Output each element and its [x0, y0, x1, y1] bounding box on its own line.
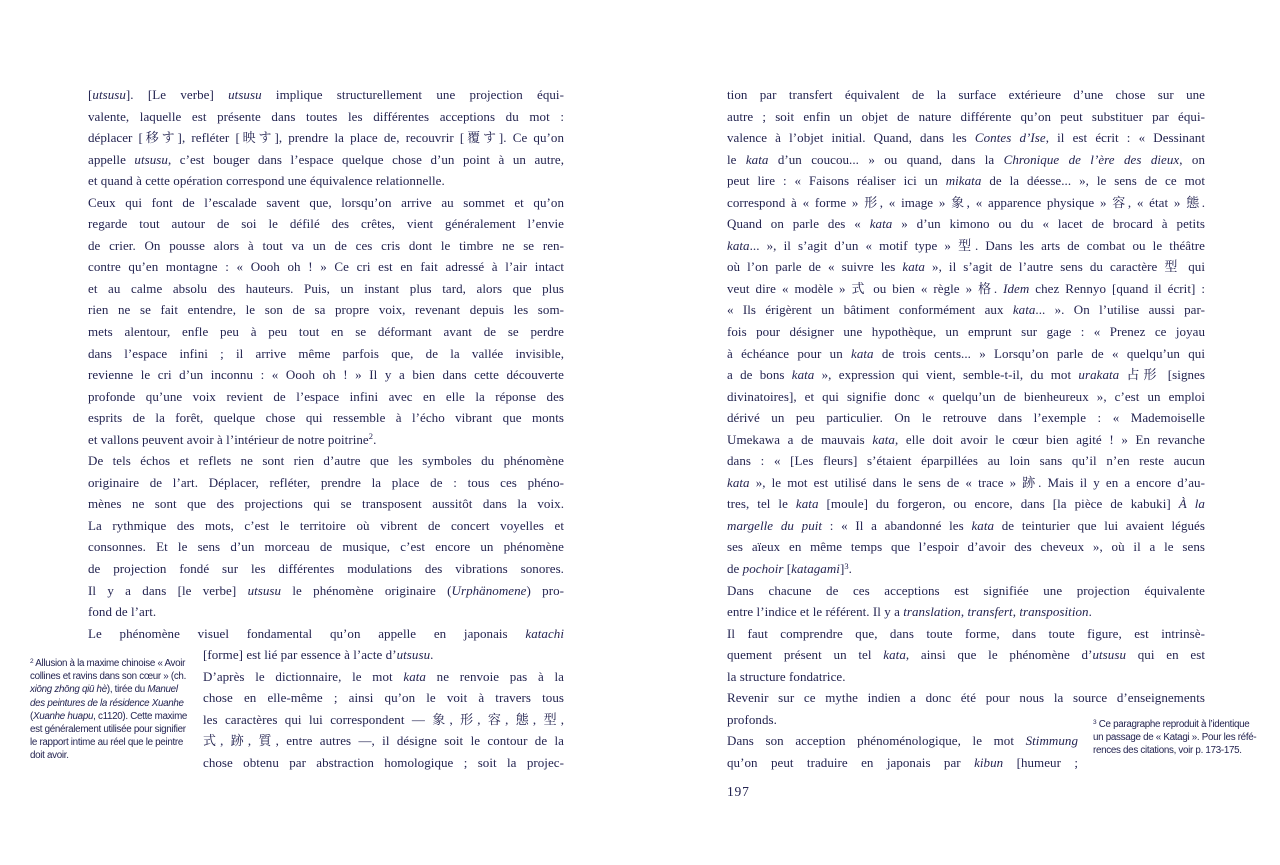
text-line: Quand on parle des « kata » d’un kimono ou du « lacet de brocard à petits: [727, 216, 1205, 232]
text-line: De tels échos et reflets ne sont rien d’autre que les symboles du phénomène: [88, 453, 564, 469]
text-line: profonde qu’une voix revient de l’espace infini avec en elle la réponse des: [88, 388, 564, 404]
text-line: peut lire : « Faisons réaliser ici un mikata de la déesse... », le sens de ce mot: [727, 173, 1205, 189]
text-line: est généralement utilisée pour signifier: [30, 723, 186, 735]
text-line: valence à l’objet initial. Quand, dans les Contes d’Ise, il est écrit : « Dessinant: [727, 130, 1205, 146]
text-line: D’après le dictionnaire, le mot kata ne renvoie pas à la: [203, 668, 564, 684]
text-line: un passage de « Katagi ». Pour les réfé-: [1093, 732, 1257, 744]
text-line: regarde tout autour de soi le défilé des crêtes, vient généralement l’envie: [88, 216, 564, 232]
text-line: contre qu’en montagne : « Oooh oh ! » Ce cri est en fait adressé à l’air intact: [88, 259, 564, 275]
text-line: mets alentour, enfle peu à peu tout en se déformant avant de se perdre: [88, 324, 564, 340]
text-line: kata... », il s’agit d’un « motif type » 型. Dans les arts de combat ou le théâtre: [727, 237, 1205, 253]
text-line: collines et ravins dans son cœur » (ch.: [30, 671, 187, 683]
text-line: tion par transfert équivalent de la surface extérieure d’une chose sur une: [727, 87, 1205, 102]
text-line: des peintures de la résidence Xuanhe: [30, 697, 184, 709]
text-line: doit avoir.: [30, 750, 69, 762]
text-line: dérivé un peu particulier. On le retrouve dans l’exemple : « Mademoiselle: [727, 410, 1205, 426]
text-line: margelle du puit : « Il a abandonné les kata de teinturier que lui avaient légués: [727, 517, 1205, 533]
text-line: revienne le cri d’un inconnu : « Oooh oh ! » Il y a bien dans cette découverte: [88, 367, 564, 383]
text-line: a de bons kata », expression qui vient, semble-t-il, du mot urakata 占形 [signes: [727, 367, 1205, 383]
text-line: $^3$ Ce paragraphe reproduit à l’identique: [1093, 719, 1250, 730]
text-line: où l’on parle de « suivre les kata », il s’agit de l’autre sens du caractère 型 qui: [727, 259, 1205, 275]
text-line: Il y a dans [le verbe] utsusu le phénomène originaire (Urphänomene) pro-: [88, 582, 564, 598]
text-line: chose en elle-même ; ainsi qu’on le voit à travers tous: [203, 690, 564, 706]
right-narrow-text: [727, 730, 1078, 773]
text-line: quement présent un tel kata, ainsi que le phénomène d’utsusu qui en est: [727, 647, 1205, 663]
text-line: mènes ne sont que des projections qui se transposent aussitôt dans la voix.: [88, 496, 564, 512]
right-main-text: [727, 84, 1205, 730]
text-line: le rapport intime au réel que le peintre: [30, 737, 184, 749]
footnote-3: [1093, 718, 1263, 758]
text-line: veut dire « modèle » 式 ou bien « règle » 格. Idem chez Rennyo [quand il écrit] :: [727, 280, 1205, 296]
text-line: kata », le mot est utilisé dans le sens de « trace » 跡. Mais il y en a encore d’au-: [727, 474, 1205, 490]
text-line: consonnes. Et le sens d’un morceau de musique, c’est encore un phénomène: [88, 539, 564, 555]
text-line: profonds.: [727, 711, 777, 727]
text-line: les caractères qui lui correspondent — 象, 形, 容, 態, 型,: [203, 711, 564, 727]
text-line: esprits de la forêt, quelque chose qui ressemble à l’écho vibrant que monts: [88, 410, 564, 426]
text-line: 式, 跡, 質, entre autres —, il désigne soit le contour de la: [203, 733, 564, 749]
text-line: le kata d’un coucou... » ou quand, dans la Chronique de l’ère des dieux, on: [727, 151, 1205, 167]
text-line: de pochoir [katagami]$^3$.: [727, 560, 852, 577]
text-line: qu’on peut traduire en japonais par kibun [humeur ;: [727, 754, 1078, 770]
text-line: appelle utsusu, c’est bouger dans l’espace quelque chose d’un point à un autre,: [88, 151, 564, 167]
text-line: rences des citations, voir p. 173-175.: [1093, 745, 1242, 757]
text-line: correspond à « forme » 形, « image » 象, « apparence physique » 容, « état » 態.: [727, 194, 1205, 210]
text-line: la structure fondatrice.: [727, 668, 846, 684]
text-line: fois pour désigner une hypothèque, un emprunt sur gage : « Prenez ce joyau: [727, 324, 1205, 340]
text-line: fond de l’art.: [88, 604, 157, 620]
text-line: autre ; soit enfin un objet de nature différente qu’on peut substituer par équi-: [727, 108, 1205, 124]
right-text-column: [727, 84, 1205, 774]
text-line: à échéance pour un kata de trois cents... » Lorsqu’on parle de « quelqu’un qui: [727, 345, 1205, 361]
text-line: rien ne se fait entendre, le son de sa propre voix, revenant depuis les som-: [88, 302, 564, 318]
text-line: Le phénomène visuel fondamental qu’on appelle en japonais katachi: [88, 625, 564, 641]
text-line: valente, laquelle est présente dans toutes les différentes acceptions du mot :: [88, 108, 564, 124]
text-line: déplacer [移す], refléter [映す], prendre la place de, recouvrir [覆す]. Ce qu’on: [88, 130, 564, 146]
text-line: Umekawa a de mauvais kata, elle doit avoir le cœur bien agité ! » En revanche: [727, 431, 1205, 447]
text-line: entre l’indice et le référent. Il y a translation, transfert, transposition.: [727, 604, 1092, 620]
text-line: et au calme absolu des hauteurs. Puis, un instant plus tard, alors que plus: [88, 280, 564, 296]
text-line: et quand à cette opération correspond une équivalence relationnelle.: [88, 173, 445, 189]
text-line: Il faut comprendre que, dans toute forme, dans toute figure, est intrinsè-: [727, 625, 1205, 641]
text-line: « Ils érigèrent un bâtiment conformément aux kata... ». On l’utilise aussi par-: [727, 302, 1205, 318]
text-line: [forme] est lié par essence à l’acte d’utsusu.: [203, 647, 434, 663]
text-line: [utsusu]. [Le verbe] utsusu implique structurellement une projection équi-: [88, 87, 564, 102]
text-line: et vallons peuvent avoir à l’intérieur de notre poitrine$^2$.: [88, 431, 377, 447]
text-line: chose obtenu par abstraction homologique ; soit la projec-: [203, 754, 564, 770]
text-line: dans : « [Les fleurs] s’étaient éparpillées au loin sans qu’il n’en reste aucun: [727, 453, 1205, 469]
text-line: originaire de l’art. Déplacer, refléter, prendre la place de : tous ces phéno-: [88, 474, 564, 490]
text-line: dans l’espace infini ; il arrive même parfois que, de la vallée invisible,: [88, 345, 564, 361]
text-line: Revenir sur ce mythe indien a donc été pour nous la source d’enseignements: [727, 690, 1205, 706]
text-line: tres, tel le kata [moule] du forgeron, ou encore, dans [la pièce de kabuki] À la: [727, 496, 1205, 512]
text-line: Ceux qui font de l’escalade savent que, lorsqu’on arrive au sommet et qu’on: [88, 194, 564, 210]
text-line: (Xuanhe huapu, c1120). Cette maxime: [30, 710, 188, 722]
text-line: divinatoires], et qui signifie donc « quelqu’un de bienheureux », c’est un emploi: [727, 388, 1205, 404]
page-number: 197: [727, 784, 750, 799]
text-line: $^2$ Allusion à la maxime chinoise « Avoir: [30, 658, 186, 669]
text-line: de crier. On pousse alors à tout va un de ces cris dont le timbre ne se ren-: [88, 237, 564, 253]
text-line: de projection fondé sur les différentes modulations des vibrations sonores.: [88, 561, 564, 577]
text-line: Dans chacune de ces acceptions est signifiée une projection équivalente: [727, 582, 1205, 598]
text-line: ses aïeux en même temps que l’espoir d’avoir des cheveux », où il a le sens: [727, 539, 1205, 555]
text-line: La rythmique des mots, c’est le territoire où vibrent de concert voyelles et: [88, 517, 564, 533]
text-line: xiōng zhōng qiū hè), tirée du Manuel: [30, 684, 178, 696]
text-line: Dans son acception phénoménologique, le mot Stimmung: [727, 733, 1078, 749]
